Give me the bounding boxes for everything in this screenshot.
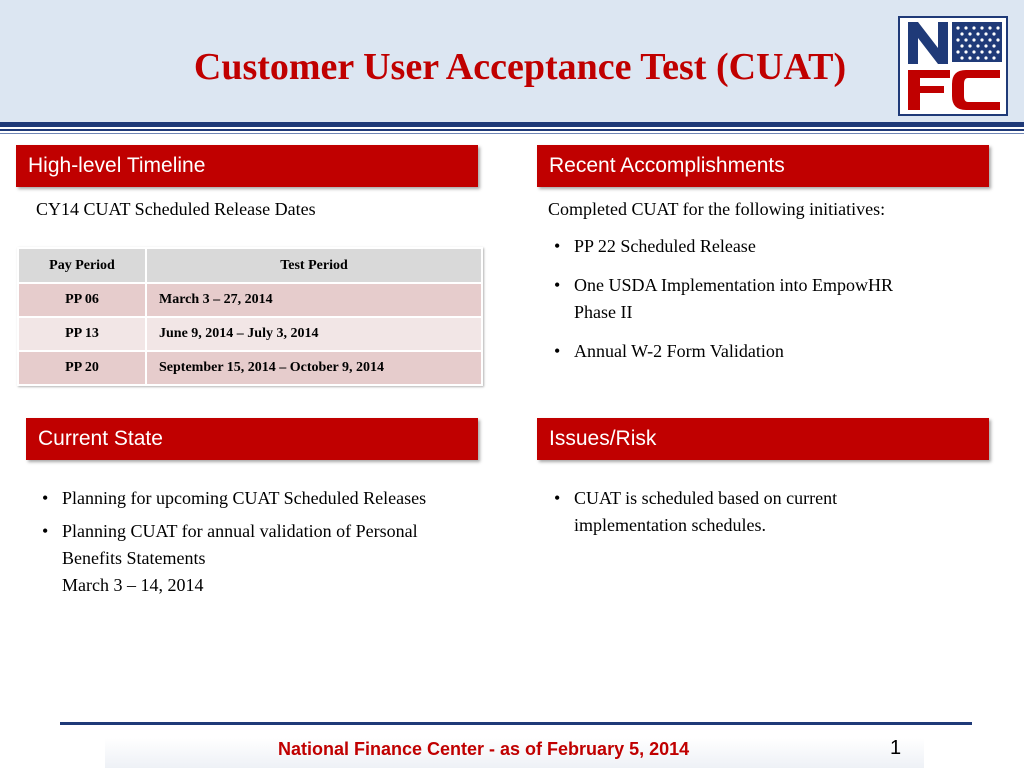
list-item-date: March 3 – 14, 2014 xyxy=(62,575,204,595)
header-rule-mid xyxy=(0,129,1024,131)
footer-rule xyxy=(60,722,972,725)
list-item: • Planning for upcoming CUAT Scheduled Releases xyxy=(36,485,456,512)
test-period-cell: March 3 – 27, 2014 xyxy=(146,283,482,317)
header-rule-thin xyxy=(0,133,1024,134)
pay-period-cell: PP 06 xyxy=(18,283,146,317)
list-item: • CUAT is scheduled based on current implementation schedules. xyxy=(548,485,928,539)
accomplishments-heading: Recent Accomplishments xyxy=(537,145,989,187)
column-header-pay-period: Pay Period xyxy=(18,248,146,283)
list-item: • One USDA Implementation into EmpowHR Phase II xyxy=(548,272,908,326)
table-row xyxy=(18,317,482,351)
issues-heading: Issues/Risk xyxy=(537,418,989,460)
page-number: 1 xyxy=(890,737,902,759)
current-state-list xyxy=(36,485,456,599)
table-row xyxy=(18,351,482,385)
header-rule-thick xyxy=(0,122,1024,127)
test-period-cell: June 9, 2014 – July 3, 2014 xyxy=(146,317,482,351)
issues-list xyxy=(548,485,928,539)
accomplishments-intro: Completed CUAT for the following initiatives: xyxy=(548,199,886,219)
pay-period-cell: PP 20 xyxy=(18,351,146,385)
current-state-heading: Current State xyxy=(26,418,478,460)
timeline-subtitle: CY14 CUAT Scheduled Release Dates xyxy=(36,199,316,219)
nfc-logo xyxy=(898,16,1008,116)
list-item xyxy=(36,518,456,599)
page-title: Customer User Acceptance Test (CUAT) xyxy=(193,46,847,88)
list-item: • Annual W-2 Form Validation xyxy=(548,338,908,365)
pay-period-cell: PP 13 xyxy=(18,317,146,351)
footer-text: National Finance Center - as of February 5, 2014 xyxy=(278,739,690,759)
column-header-test-period: Test Period xyxy=(146,248,482,283)
list-item: • PP 22 Scheduled Release xyxy=(548,233,908,260)
accomplishments-list xyxy=(548,233,908,365)
timeline-heading: High-level Timeline xyxy=(16,145,478,187)
table-header-row xyxy=(18,248,482,283)
release-dates-table xyxy=(17,247,483,386)
test-period-cell: September 15, 2014 – October 9, 2014 xyxy=(146,351,482,385)
table-row xyxy=(18,283,482,317)
list-item-text: Planning CUAT for annual validation of Personal Benefits Statements xyxy=(62,521,418,568)
